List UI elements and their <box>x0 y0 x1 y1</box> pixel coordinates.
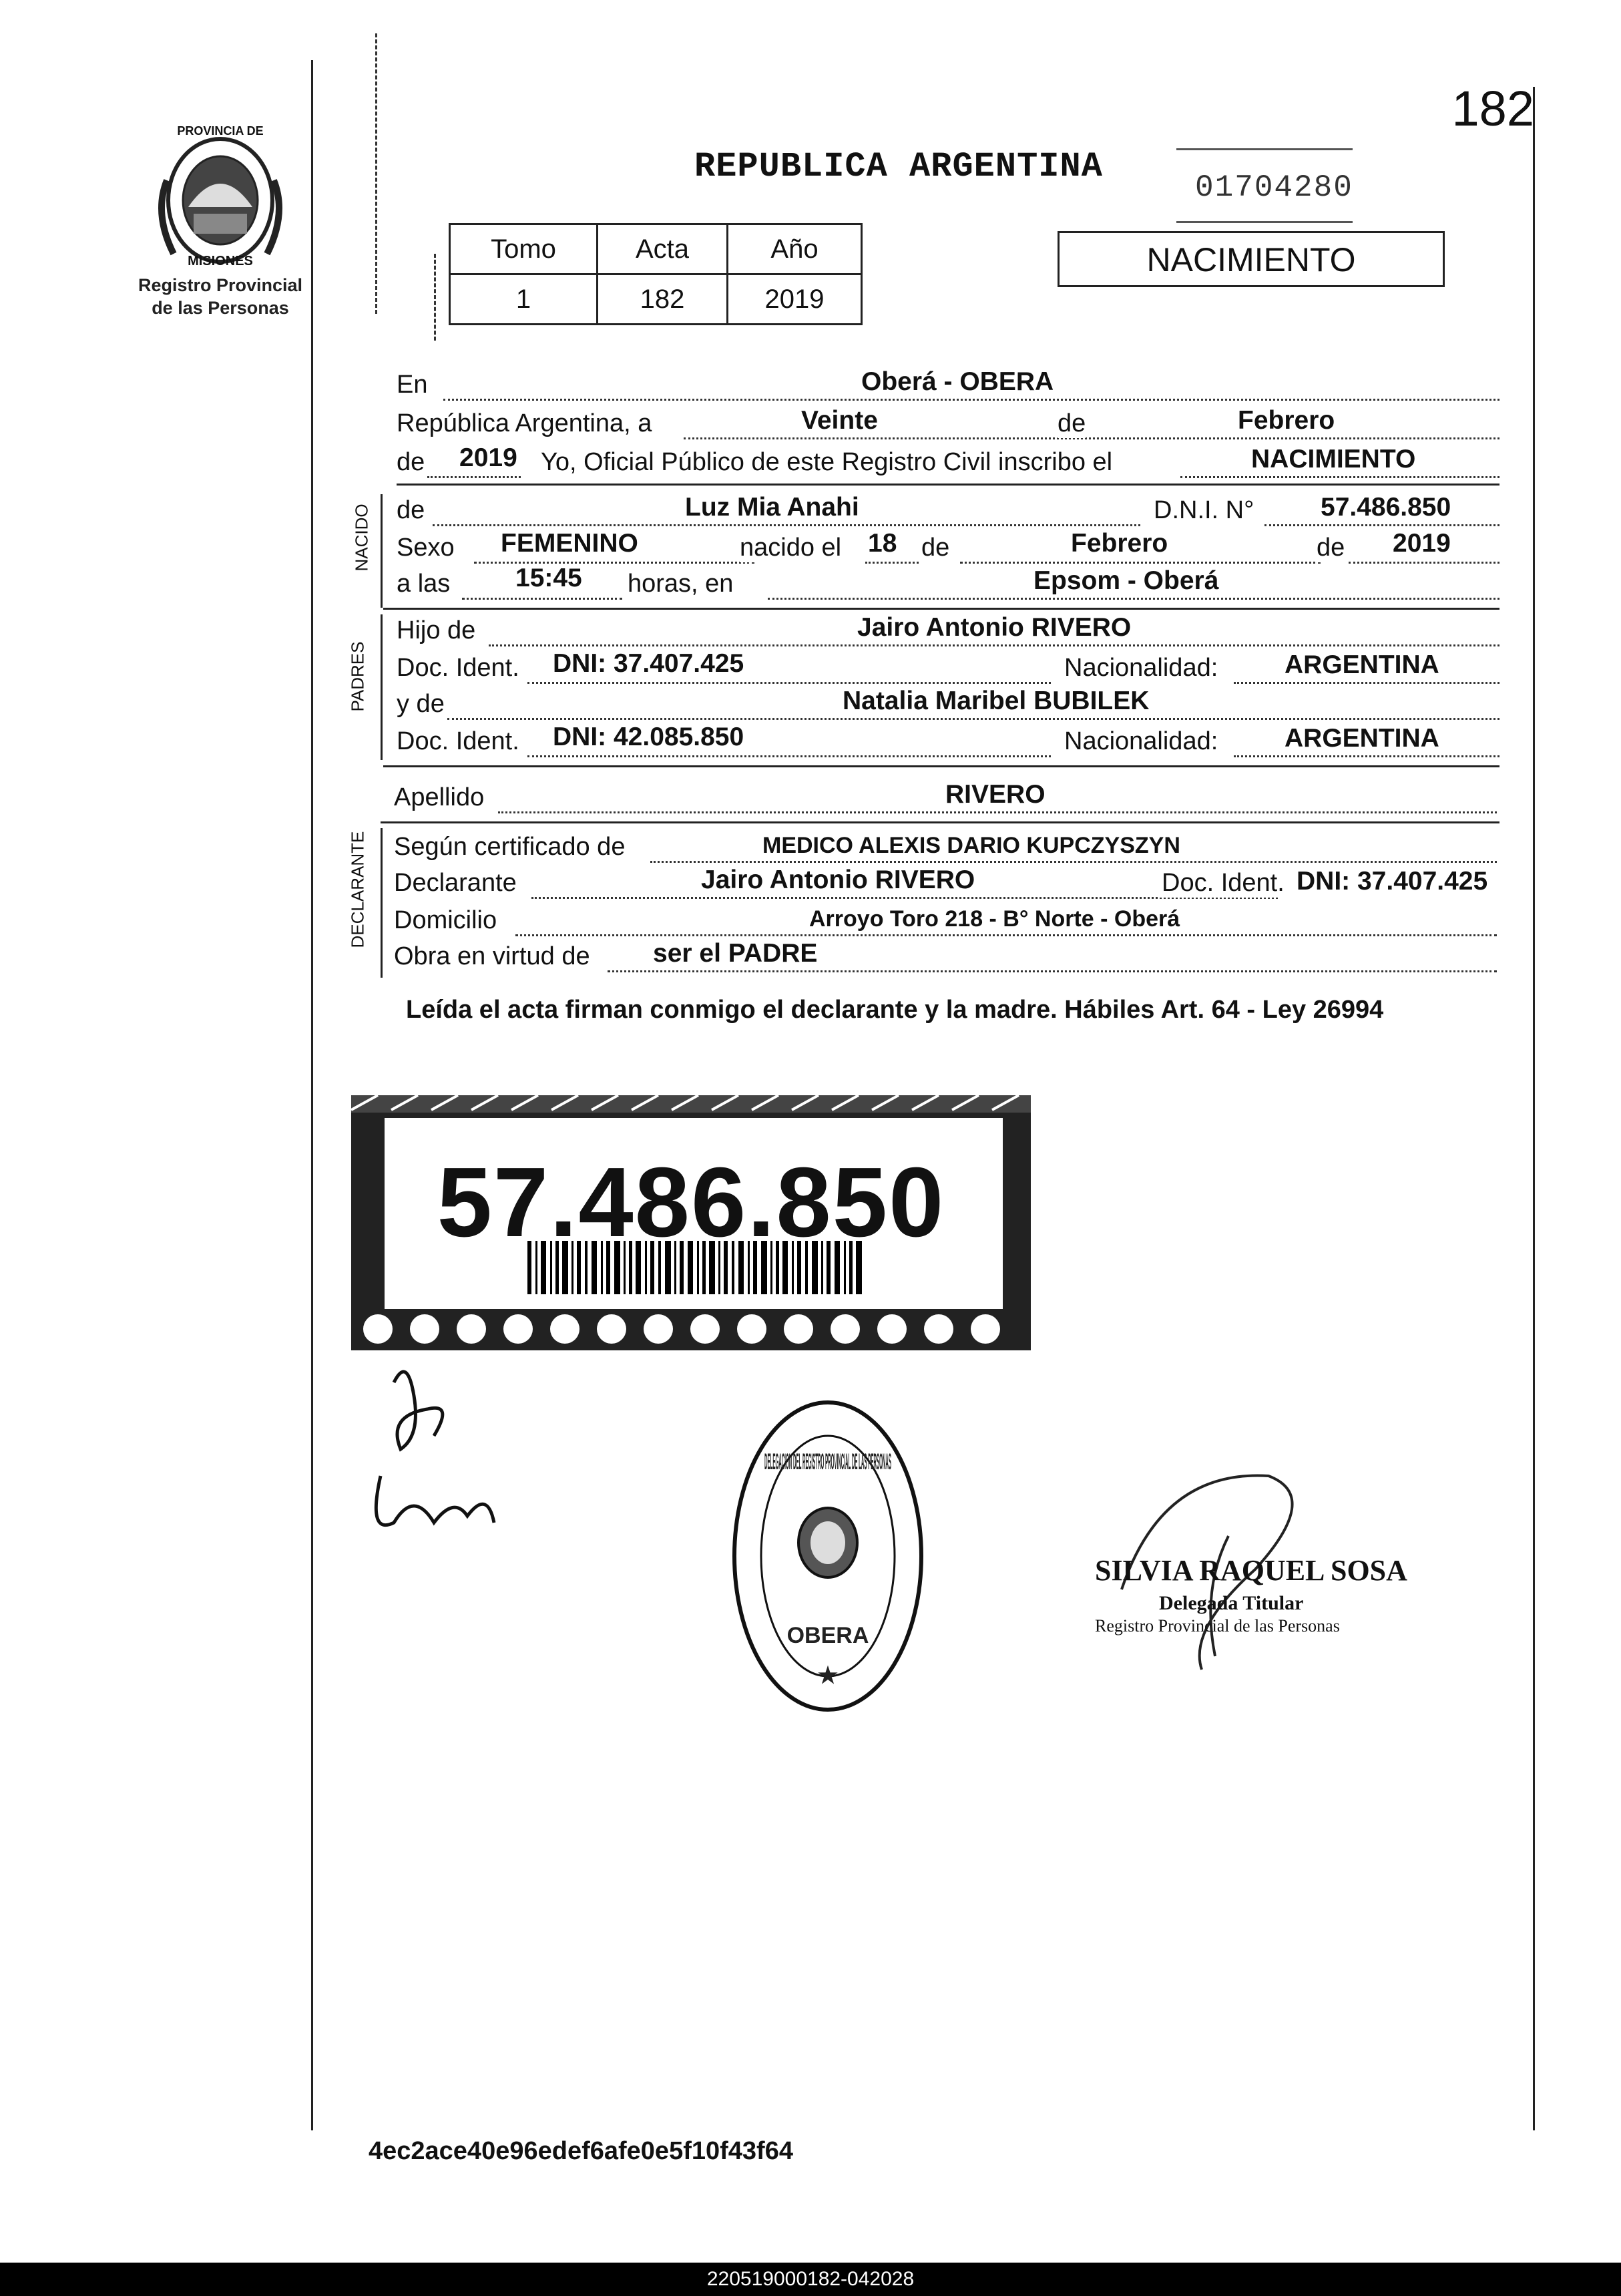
declarante-doc-value: DNI: 37.407.425 <box>1297 867 1488 896</box>
label-republica: República Argentina, a <box>397 409 652 437</box>
year-value: 2019 <box>459 443 517 472</box>
label-horas-en: horas, en <box>628 570 734 598</box>
row-mother-doc <box>397 723 1499 760</box>
label-de-year: de <box>397 448 425 476</box>
row-inscribo <box>397 443 1499 481</box>
seal-star-icon: ★ <box>817 1663 839 1688</box>
label-a-las: a las <box>397 570 451 598</box>
row-y-de <box>397 685 1499 723</box>
row-certificado <box>394 828 1497 866</box>
row-republica <box>397 405 1499 442</box>
closing-note: Leída el acta firman conmigo el declarante y la madre. Hábiles Art. 64 - Ley 26994 <box>406 996 1384 1024</box>
place-value: Oberá - OBERA <box>861 367 1054 396</box>
delegacion-seal <box>728 1389 928 1723</box>
label-y-de: y de <box>397 690 445 718</box>
label-mother-doc: Doc. Ident. <box>397 727 519 755</box>
header-tomo: Tomo <box>450 224 598 274</box>
serial-number: 01704280 <box>1195 170 1353 205</box>
certificado-value: MEDICO ALEXIS DARIO KUPCZYSZYN <box>762 833 1180 858</box>
row-hijo-de <box>397 612 1499 649</box>
crest-top-lettering: PROVINCIA DE <box>177 124 264 138</box>
father-doc-value: DNI: 37.407.425 <box>553 649 744 678</box>
row-apellido <box>394 779 1497 816</box>
label-declarante-doc: Doc. Ident. <box>1158 869 1285 898</box>
row-en <box>397 366 1499 403</box>
separator-line <box>397 484 1499 486</box>
label-nacido-de: de <box>397 496 425 524</box>
label-sexo: Sexo <box>397 534 455 562</box>
serial-number-box <box>1176 148 1353 223</box>
label-father-nationality: Nacionalidad: <box>1064 654 1218 682</box>
inscription-type-value: NACIMIENTO <box>1251 445 1416 473</box>
row-father-doc <box>397 649 1499 687</box>
day-words-value: Veinte <box>801 406 878 435</box>
seal-ring-text: DELEGACION DEL REGISTRO PROVINCIAL DE LAS PERSONAS <box>764 1449 891 1475</box>
label-mother-nationality: Nacionalidad: <box>1064 727 1218 755</box>
separator-line <box>383 608 1499 610</box>
father-nationality-value: ARGENTINA <box>1285 650 1439 679</box>
value-tomo: 1 <box>450 274 598 325</box>
section-label-declarante: DECLARANTE <box>347 831 368 948</box>
section-label-padres: PADRES <box>347 641 368 712</box>
child-name-value: Luz Mia Anahi <box>685 493 859 522</box>
label-dni: D.N.I. N° <box>1154 496 1254 524</box>
mother-name-value: Natalia Maribel BUBILEK <box>843 687 1150 715</box>
sexo-value: FEMENINO <box>501 529 638 558</box>
label-de-birth-month: de <box>921 534 950 562</box>
document-title: REPUBLICA ARGENTINA <box>694 147 1103 186</box>
label-apellido: Apellido <box>394 783 485 811</box>
binding-dashes-2 <box>434 254 436 341</box>
birth-time-value: 15:45 <box>515 564 582 592</box>
birth-year-value: 2019 <box>1393 529 1451 558</box>
label-obra: Obra en virtud de <box>394 942 590 970</box>
declarante-value: Jairo Antonio RIVERO <box>701 866 975 894</box>
value-acta: 182 <box>598 274 728 325</box>
label-domicilio: Domicilio <box>394 906 497 934</box>
section-bar-padres <box>381 614 383 760</box>
mother-doc-value: DNI: 42.085.850 <box>553 723 744 751</box>
official-name: SILVIA RAQUEL SOSA <box>1095 1554 1407 1587</box>
section-label-nacido: NACIDO <box>351 504 372 572</box>
label-en: En <box>397 371 428 399</box>
label-inscribo: Yo, Oficial Público de este Registro Civil inscribo el <box>541 448 1113 476</box>
header-acta: Acta <box>598 224 728 274</box>
label-declarante: Declarante <box>394 869 517 897</box>
record-type-box: NACIMIENTO <box>1058 231 1445 287</box>
left-margin-line <box>311 60 313 2130</box>
official-title: Delegada Titular <box>1159 1592 1304 1614</box>
birth-month-value: Febrero <box>1071 529 1168 558</box>
dni-sticker <box>351 1095 1031 1350</box>
row-nacido-de <box>397 492 1499 529</box>
birth-place-value: Epsom - Oberá <box>1033 566 1219 595</box>
registry-crest <box>134 120 307 319</box>
crest-caption-line1: Registro Provincial <box>138 275 303 295</box>
misiones-crest-icon <box>147 120 294 274</box>
label-father-doc: Doc. Ident. <box>397 654 519 682</box>
document-hash: 4ec2ace40e96edef6afe0e5f10f43f64 <box>369 2137 793 2165</box>
section-bar-nacido <box>381 494 383 608</box>
apellido-value: RIVERO <box>945 780 1046 809</box>
seal-crest-icon <box>798 1508 857 1577</box>
label-de-birth-year: de <box>1317 534 1345 562</box>
father-name-value: Jairo Antonio RIVERO <box>857 613 1132 642</box>
crest-bottom-lettering: MISIONES <box>188 254 253 268</box>
row-declarante <box>394 864 1497 902</box>
sticker-dni-number: 57.486.850 <box>437 1147 945 1258</box>
binding-dashes <box>375 33 377 314</box>
footer-code: 220519000182-042028 <box>0 2263 1621 2296</box>
label-certificado: Según certificado de <box>394 833 626 861</box>
obra-value: ser el PADRE <box>653 939 818 968</box>
mother-nationality-value: ARGENTINA <box>1285 724 1439 753</box>
right-margin-line <box>1533 87 1535 2130</box>
domicilio-value: Arroyo Toro 218 - B° Norte - Oberá <box>809 906 1180 932</box>
tomo-acta-table <box>449 223 863 325</box>
child-dni-value: 57.486.850 <box>1321 493 1451 522</box>
row-hora <box>397 565 1499 602</box>
label-nacido-el: nacido el <box>740 534 842 562</box>
page-number: 182 <box>1451 81 1534 136</box>
label-hijo-de: Hijo de <box>397 616 476 644</box>
crest-caption-line2: de las Personas <box>152 298 289 318</box>
label-de-month: de <box>1058 409 1086 437</box>
row-sexo <box>397 529 1499 566</box>
separator-line <box>381 821 1499 823</box>
header-anio: Año <box>728 224 862 274</box>
value-anio: 2019 <box>728 274 862 325</box>
seal-bottom-text: OBERA <box>786 1623 869 1648</box>
month-value: Febrero <box>1238 406 1335 435</box>
birth-day-value: 18 <box>868 529 897 558</box>
row-domicilio <box>394 902 1497 939</box>
row-obra <box>394 938 1497 975</box>
separator-line <box>383 765 1499 767</box>
section-bar-declarante <box>381 828 383 978</box>
signature-icon <box>354 1356 514 1556</box>
official-office: Registro Provincial de las Personas <box>1095 1616 1340 1636</box>
